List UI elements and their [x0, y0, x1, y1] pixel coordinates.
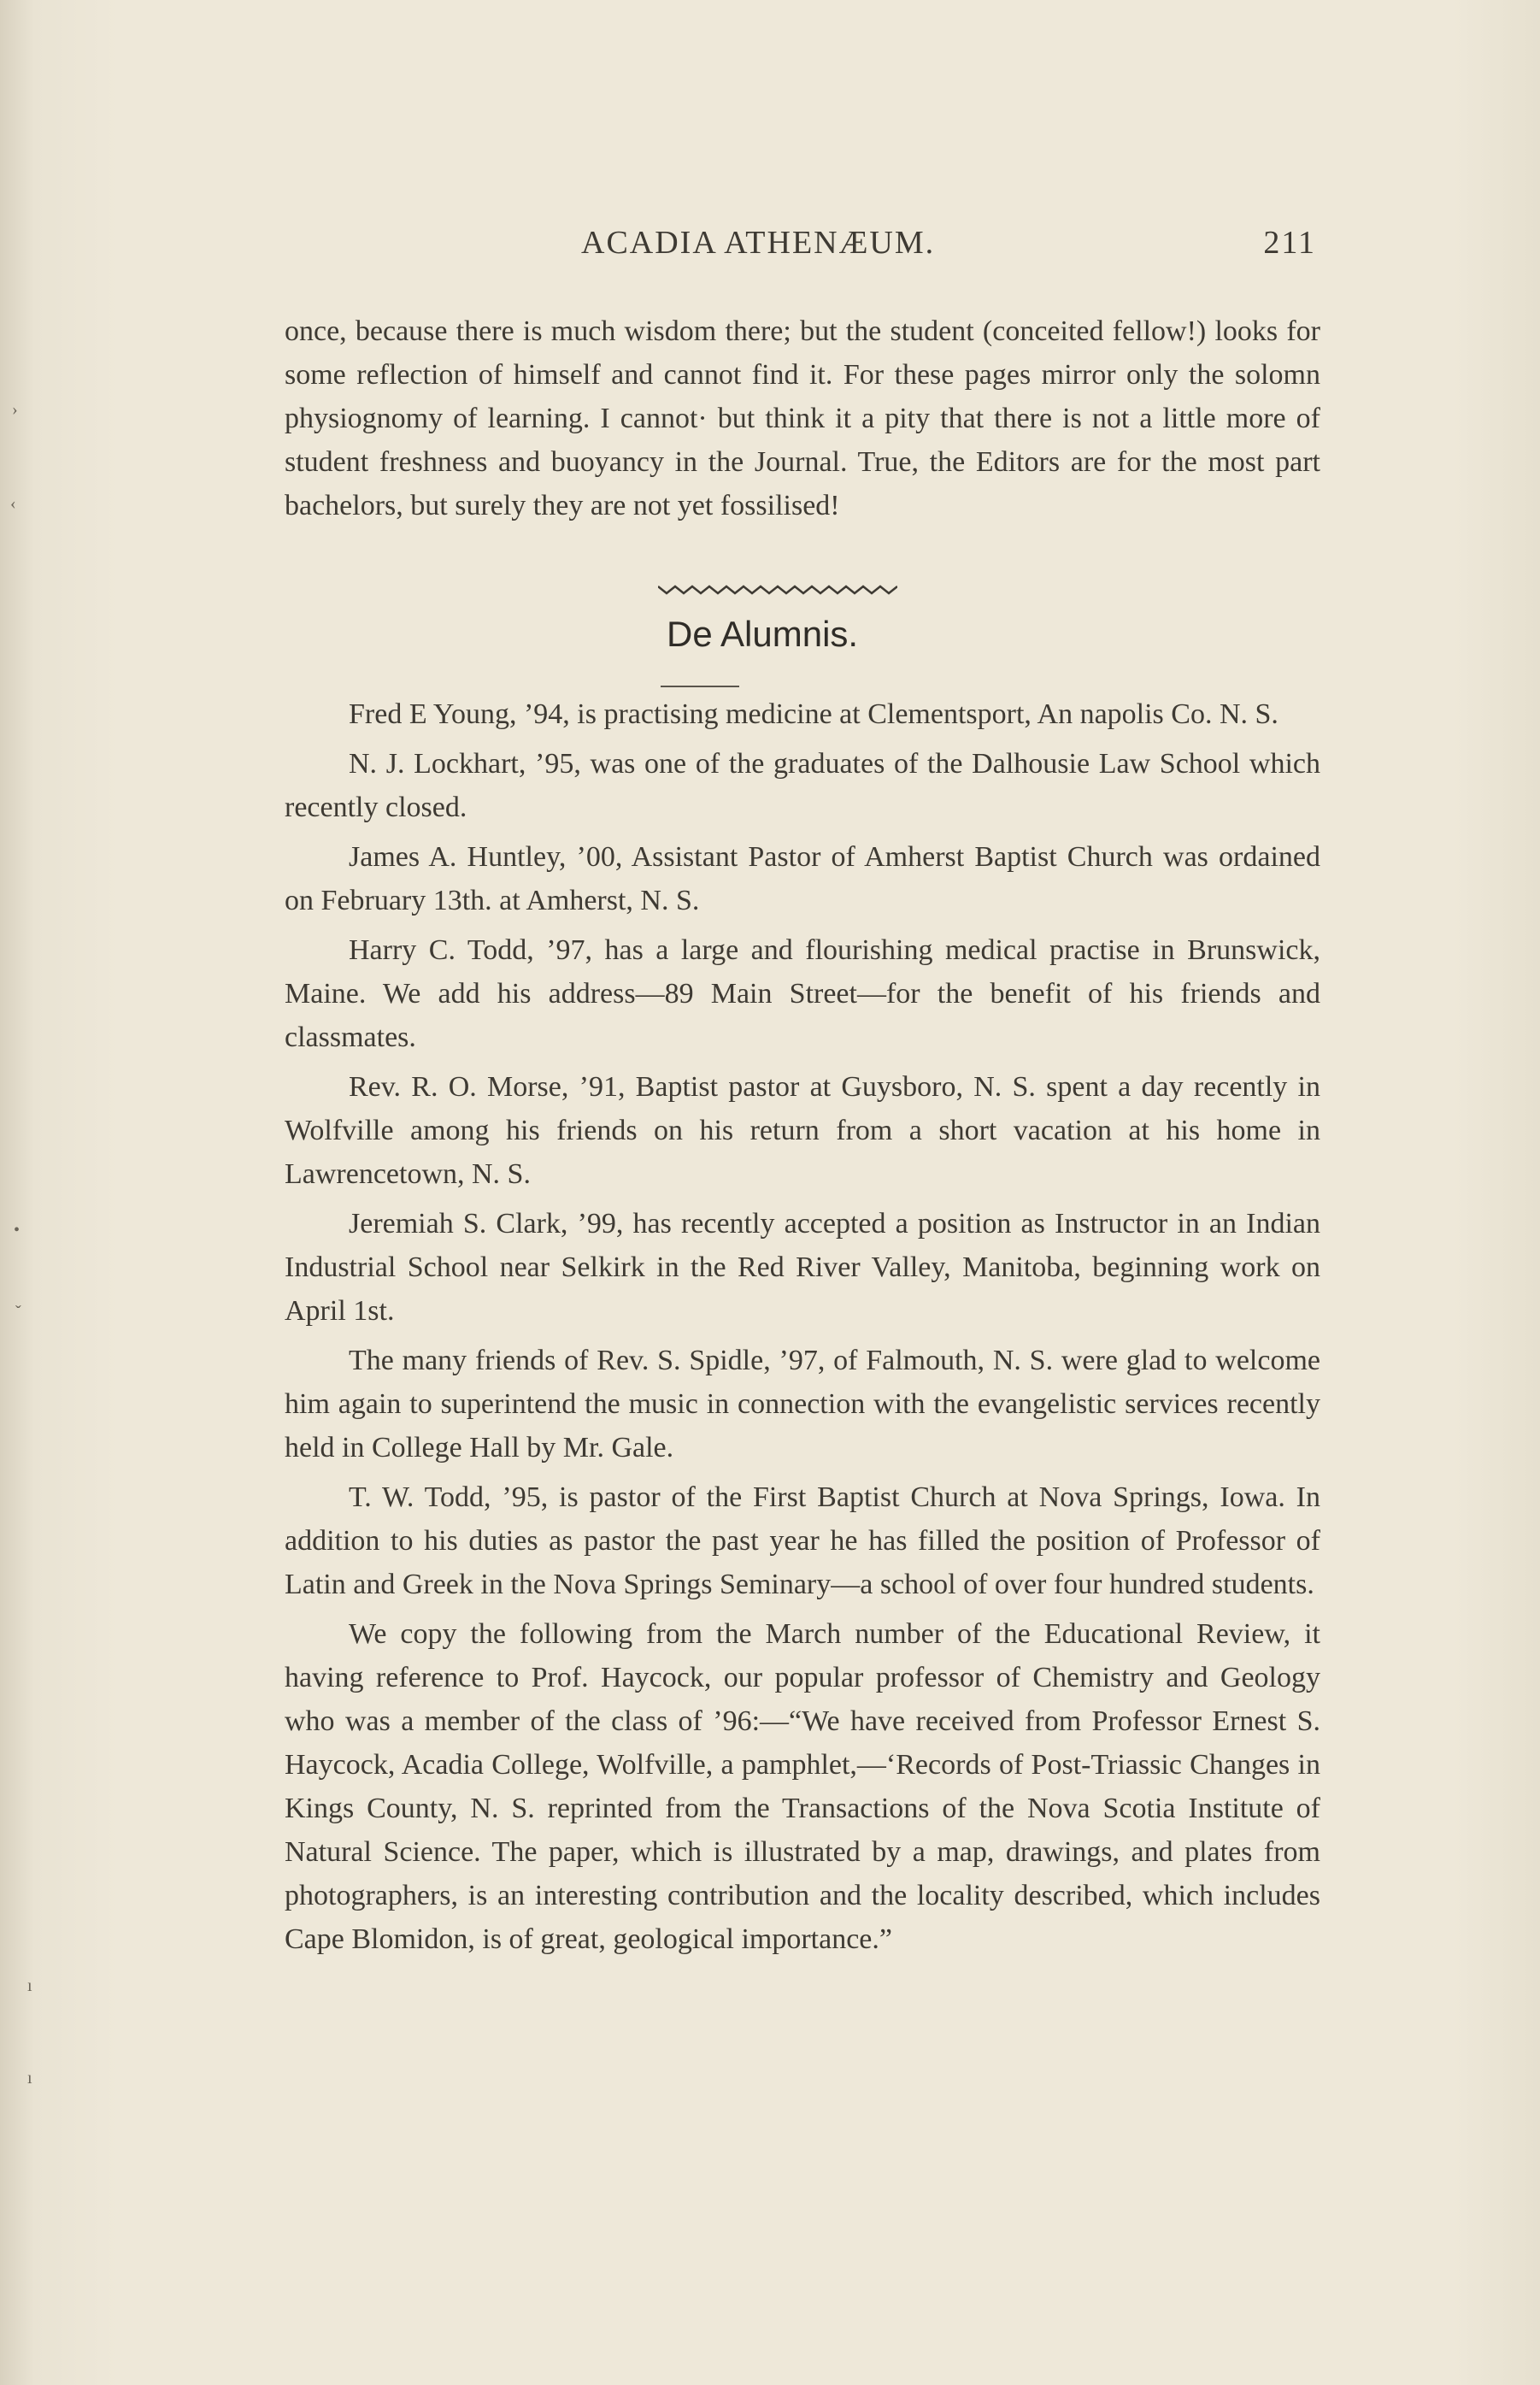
- running-title: ACADIA ATHENÆUM.: [581, 225, 936, 261]
- alumni-note: N. J. Lockhart, ’95, was one of the graduates of the Dalhousie Law School which recently closed.: [285, 748, 1320, 823]
- alumni-notes: [285, 692, 1320, 1967]
- page-header: [581, 224, 1316, 267]
- alumni-note: We copy the following from the March number of the Educational Review, it having reference to Prof. Haycock, our popular professor of Chemistry and Geology who was a member of the class of ’96:—“We have received from Professor Ernest S. Haycock, Acadia College, Wolfville, a pamphlet,—‘Records of Post-Triassic Changes in Kings County, N. S. reprinted from the Transactions of the Nova Scotia Institute of Natural Science. The paper, which is illustrated by a map, drawings, and plates from photographers, is an interesting contribution and the locality described, which includes Cape Blomidon, is of great, geological importance.”: [285, 1618, 1320, 1955]
- margin-mark: •: [14, 1221, 21, 1240]
- section-heading: De Alumnis.: [667, 614, 859, 654]
- intro-paragraph: once, because there is much wisdom there; but the student (conceited fellow!) looks for some reflection of himself and cannot find it. For these pages mirror only the solomn physiognomy of learning. I cannot· but think it a pity that there is not a little more of student freshness and buoyancy in the Journal. True, the Editors are for the most part bachelors, but surely they are not yet fossilised!: [285, 315, 1320, 521]
- margin-mark: ˇ: [15, 1303, 21, 1322]
- alumni-note: Fred E Young, ’94, is practising medicine at Clementsport, An napolis Co. N. S.: [349, 698, 1278, 730]
- alumni-note: Rev. R. O. Morse, ’91, Baptist pastor at Guysboro, N. S. spent a day recently in Wolfville among his friends on his return from a short vacation at his home in Lawrencetown, N. S.: [285, 1071, 1320, 1190]
- alumni-note: James A. Huntley, ’00, Assistant Pastor of Amherst Baptist Church was ordained on February 13th. at Amherst, N. S.: [285, 841, 1320, 916]
- alumni-note: T. W. Todd, ’95, is pastor of the First Baptist Church at Nova Springs, Iowa. In addition to his duties as pastor the past year he has filled the position of Professor of Latin and Greek in the Nova Springs Seminary—a school of over four hundred students.: [285, 1481, 1320, 1600]
- margin-mark: ı: [27, 2069, 32, 2088]
- alumni-note: Jeremiah S. Clark, ’99, has recently accepted a position as Instructor in an Indian Industrial School near Selkirk in the Red River Valley, Manitoba, beginning work on April 1st.: [285, 1208, 1320, 1327]
- page-number: 211: [1263, 225, 1316, 261]
- margin-mark: ı: [27, 1976, 32, 1995]
- margin-mark: ›: [12, 400, 18, 419]
- continued-text: [285, 309, 1320, 533]
- alumni-note: The many friends of Rev. S. Spidle, ’97, of Falmouth, N. S. were glad to welcome him again to superintend the music in connection with the evangelistic services recently held in College Hall by Mr. Gale.: [285, 1345, 1320, 1463]
- heading-rule: [661, 686, 739, 687]
- margin-mark: ‹: [10, 494, 16, 513]
- alumni-note: Harry C. Todd, ’97, has a large and flourishing medical practise in Brunswick, Maine. We add his address—89 Main Street—for the benefit of his friends and classmates.: [285, 934, 1320, 1053]
- ornament-divider: [658, 581, 897, 598]
